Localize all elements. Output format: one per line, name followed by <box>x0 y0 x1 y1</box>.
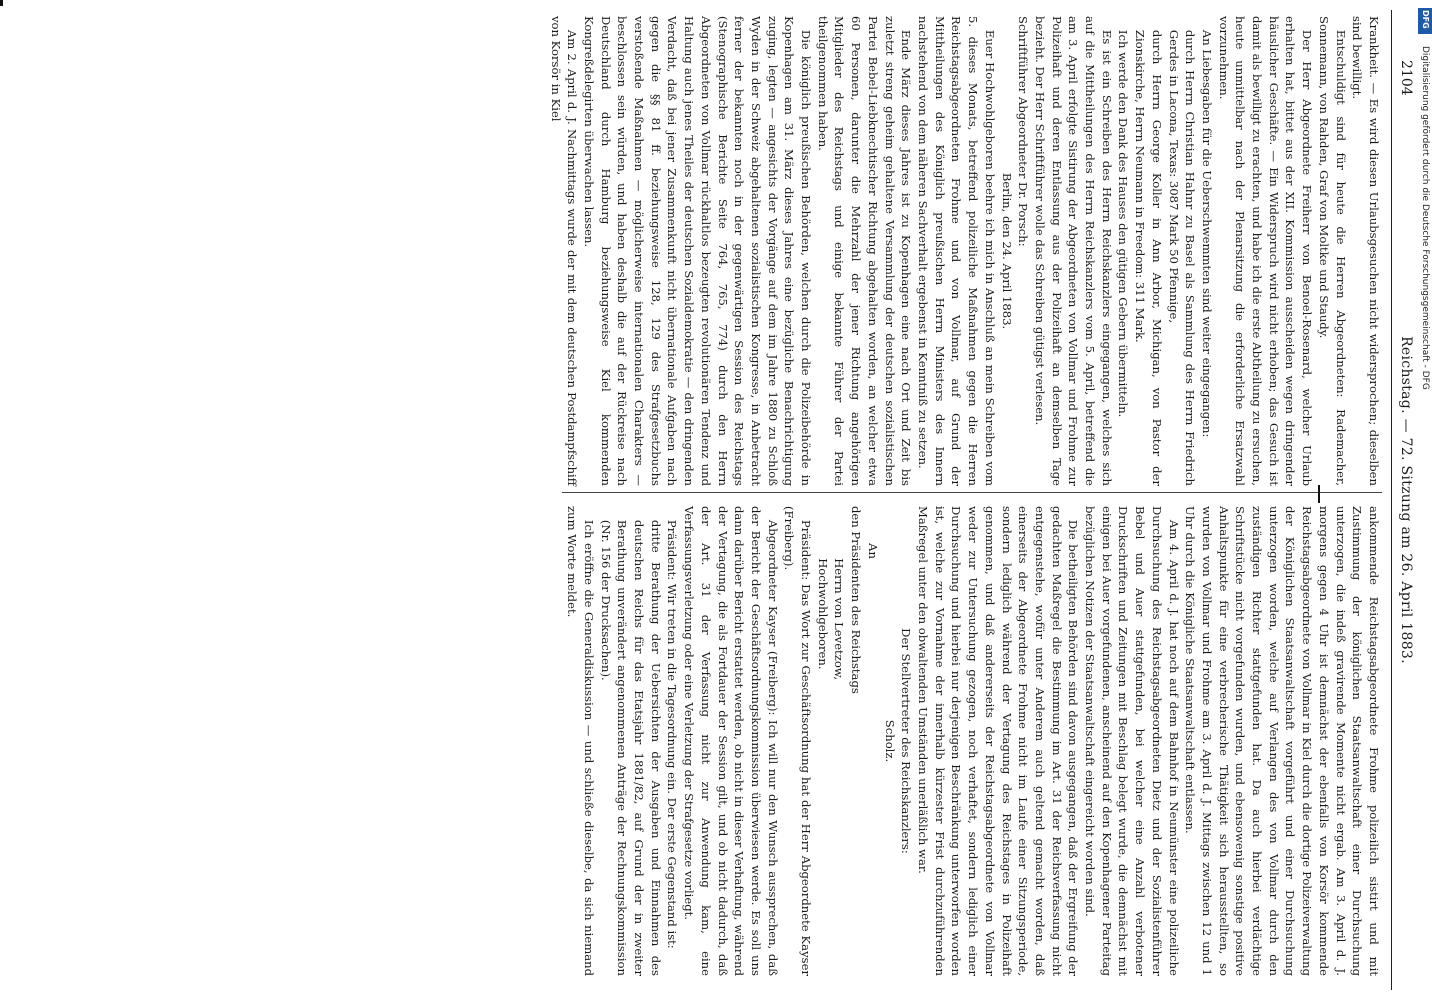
paragraph: Präsident: Das Wort zur Geschäftsordnung hat der Herr Abgeordnete Kayser (Freiberg). <box>782 506 814 976</box>
paragraph: Am 2. April d. J. Nachmittags wurde der mit dem deutschen Postdampfschiff von Korsör in Kiel <box>548 16 580 486</box>
list-item: durch Herrn George Koller in Ann Arbor, Michigan, von Pastor der Zionskirche, Herrn Neumann in Freedom: 311 Mark. <box>1133 29 1164 486</box>
letter-date: Berlin, den 24. April 1883. <box>999 172 1014 330</box>
paragraph: An Liebesgaben für die Ueberschwemmten sind weiter eingegangen: <box>1199 29 1214 438</box>
paragraph: ankommende Reichstagsabgeordnete Frohme polizeilich sistirt und mit Zustimmung der königlichen Staatsanwaltschaft einer Durchsuchung unterzogen, die indeß gravirende Momente nicht ergab. Am 3. April d. J. morgens gegen 4 Uhr ist demnächst der ebenfalls von Korsör kommende Reichstagsabgeordnete von Vollmar in Kiel durch die dortige Polizeiverwaltung der Königlichen Staatsanwaltschaft vorgeführt und einer Durchsuchung unterzogen worden, welche auf Verlangen des von Vollmar durch den zuständigen Richter stattgefunden hat. Da auch hierbei verdächtige Schriftstücke nicht vorgefunden wurden, und ebensowenig sonstige positive Anhaltspunkte für eine verbrecherische Thätigkeit sich herausstellten, so wurden von Vollmar und Frohme am 3. April d. J. Mittags zwischen 12 und 1 Uhr durch die Königliche Staatsanwaltschaft entlassen. <box>1183 506 1381 976</box>
paragraph: Ich werde den Dank des Hauses den gütigen Gebern übermitteln. <box>1116 29 1131 418</box>
paragraph: Ich eröffne die Generaldiskussion — und schließe dieselbe, da sich niemand zum Worte meldet. <box>565 506 596 976</box>
speaker-line: Schriftführer Abgeordneter Dr. Porsch: <box>1016 16 1031 247</box>
page-title: Reichstag. — 72. Sitzung am 26. April 1883. <box>1398 336 1414 664</box>
page-header <box>1388 0 1416 1000</box>
paragraph: Präsident: Wir treten in die Tagesordnung ein. Der erste Gegenstand ist: <box>665 519 680 949</box>
credit-text: Digitalisierung gefördert durch die Deutsche Forschungsgemeinschaft - DFG <box>1420 46 1430 390</box>
scan-mark <box>0 0 3 6</box>
addressee-line: An <box>865 543 880 559</box>
paragraph: Ende März dieses Jahres ist zu Kopenhagen eine nach Ort und Zeit bis zuletzt streng geheim gehaltene Versammlung der deutschen sozialistischen Partei Bebel-Liebknechtischer Richtung abgehalten worden, an welcher etwa 60 Personen, darunter die Mehrzahl der jener Richtung angehörigen Mitglieder des Reichstags und einige bekannte Führer der Partei theilgenommen haben. <box>815 16 914 486</box>
paragraph: Die betheiligten Behörden sind davon ausgegangen, daß der Ergreifung der gedachten Maßregel die Bestimmung im Art. 31 der Reichsverfassung nicht entgegenstehe, wofür unter Anderem auch geltend gemacht worden, daß einerseits der Abgeordnete Frohme nicht im Laufe einer Sitzungsperiode, sondern lediglich während der Vertagung des Reichstages in Polizeihaft genommen, und daß andererseits der Reichstagsabgeordnete von Vollmar weder zur Untersuchung gezogen, noch verhaftet, sondern lediglich einer Durchsuchung und hierbei nur derjenigen Beschränkung unterworfen worden ist, welche zur Vornahme der innerhalb kürzester Frist durchzuführenden Maßregel unter den obwaltenden Umständen unerläßlich war. <box>916 506 1081 976</box>
signature-title: Der Stellvertreter des Reichskanzlers: <box>899 628 914 854</box>
list-item: durch Herrn Christian Hahnr zu Basel als Sammlung des Herrn Friedrich Gerdes in Lacona, Texas: 3087 Mark 50 Pfennige, <box>1166 29 1198 486</box>
column-divider <box>562 492 1382 493</box>
addressee-line: Hochwohlgeboren. <box>815 558 830 670</box>
right-column <box>564 506 1382 976</box>
paragraph: Euer Hochwohlgeboren beehre ich mich in Anschluß an mein Schreiben vom 5. dieses Monats, betreffend polizeiliche Maßnahmen gegen die Herren Reichstagsabgeordneten Frohme und von Vollmar, auf Grund der Mittheilungen des Königlich preußischen Herrn Ministers des Innern nachstehend von dem näheren Sachverhalt ergebenst in Kenntniß zu setzen. <box>916 16 997 486</box>
addressee-line: den Präsidenten des Reichstags <box>849 506 864 694</box>
paragraph: Es ist ein Schreiben des Herrn Reichskanzlers eingegangen, welches sich auf die Mittheilungen des Herrn Reichskanzlers vom 5. April, betreffend die am 3. April erfolgte Sistirung der Abgeordneten von Vollmar und Frohme zur Polizeihaft und deren Entlassung aus der Polizeihaft an demselben Tage bezieht. Der Herr Schriftführer wolle das Schreiben gütigst verlesen. <box>1032 16 1114 486</box>
document-page <box>16 0 1416 1000</box>
paragraph: Abgeordneter Kayser (Freiberg): Ich will nur den Wunsch aussprechen, daß der Bericht der Geschäftsordnungskommission überwiesen werde. Es soll uns dann darüber Bericht erstattet werden, ob nicht in dieser Verhaftung, während der Vertagung, die als Fortdauer der Session gilt, und ob nicht dadurch, daß der Art. 31 der Verfassung nicht zur Anwendung kam, eine Verfassungsverletzung oder eine Verletzung der Strafgesetze vorliegt. <box>682 506 780 976</box>
left-column <box>547 16 1382 486</box>
paragraph: Die königlich preußischen Behörden, welchen durch die Polizeibehörde in Kopenhagen am 31. März dieses Jahres eine bezügliche Benachrichtigung zuging, legten — angesichts der Vorgänge auf dem im Jahre 1880 zu Schloß Wyden in der Schweiz abgehaltenen sozialistischen Kongresse, in Anbetracht ferner der bekannten noch in der gegenwärtigen Session des Reichstags (Stenographische Berichte Seite 764, 765, 774) durch den Herrn Abgeordneten von Vollmar rückhaltlos bezeugten revolutionären Tendenz und Haltung auch jenes Theiles der deutschen Sozialdemokratie — den dringenden Verdacht, daß bei jener Zusammenkunft nicht übernationale Aufgaben nach gegen die §§ 81 ff. beziehungsweise 128, 129 des Strafgesetzbuchs verstoßende Maßnahmen — möglicherweise internationalen Charakters — beschlossen sein würden, und haben deshalb die auf der Rückreise nach Deutschland durch Hamburg beziehungsweise Kiel kommenden Kongreßdelegirten überwachen lassen. <box>581 16 814 486</box>
paragraph: Am 4. April d. J. hat noch auf dem Bahnhof in Neumünster eine polizeiliche Durchsuchung des Reichstagsabgeordneten Dietz und der Sozialistenführer Bebel und Auer stattgefunden, bei welcher eine Anzahl verbotener Druckschriften und Zeitungen mit Beschlag belegt wurde, die demnächst mit einigen bei Auer vorgefundenen, anscheinend auf den Kopenhagener Parteitag bezüglichen Notizen der Staatsanwaltschaft eingereicht worden sind. <box>1083 506 1181 976</box>
header-rule <box>1391 10 1392 990</box>
agenda-item: dritte Berathung der Uebersichten der Ausgaben und Einnahmen des deutschen Reichs für das Etatsjahr 1881/82, auf Grund der in zweiter Berathung unverändert angenommenen Anträge der Rechnungskommission (Nr. 156 der Drucksachen). <box>598 519 663 976</box>
dfg-logo: DFG <box>1418 8 1432 34</box>
paragraph: Krankheit. — Es wird diesen Urlaubsgesuchen nicht widersprochen; dieselben sind bewilligt. <box>1350 16 1381 486</box>
page-number: 2104 <box>1398 60 1414 96</box>
scan-mark <box>1318 485 1320 503</box>
paragraph: Entschuldigt sind für heute die Herren Abgeordneten: Rademacher, Sonnemann, von Rahden, Graf von Moltke und Staudy. <box>1316 16 1348 486</box>
addressee-line: Herrn von Levetzow, <box>832 558 847 681</box>
signature-name: Scholz. <box>882 719 897 763</box>
digitization-credit <box>1419 6 1431 996</box>
paragraph: Der Herr Abgeordnete Freiherr von Benoel-Rosenard, welcher Urlaub erhalten hat, bittet aus der XII. Kommission ausscheiden wegen dringender häuslicher Geschäfte. — Ein Widerspruch wird nicht erhoben; das Gesuch ist damit als bewilligt zu erachten, und habe ich die erste Abtheilung zu ersuchen, heute unmittelbar nach der Plenarsitzung die erforderliche Ersatzwahl vorzunehmen. <box>1216 16 1315 486</box>
